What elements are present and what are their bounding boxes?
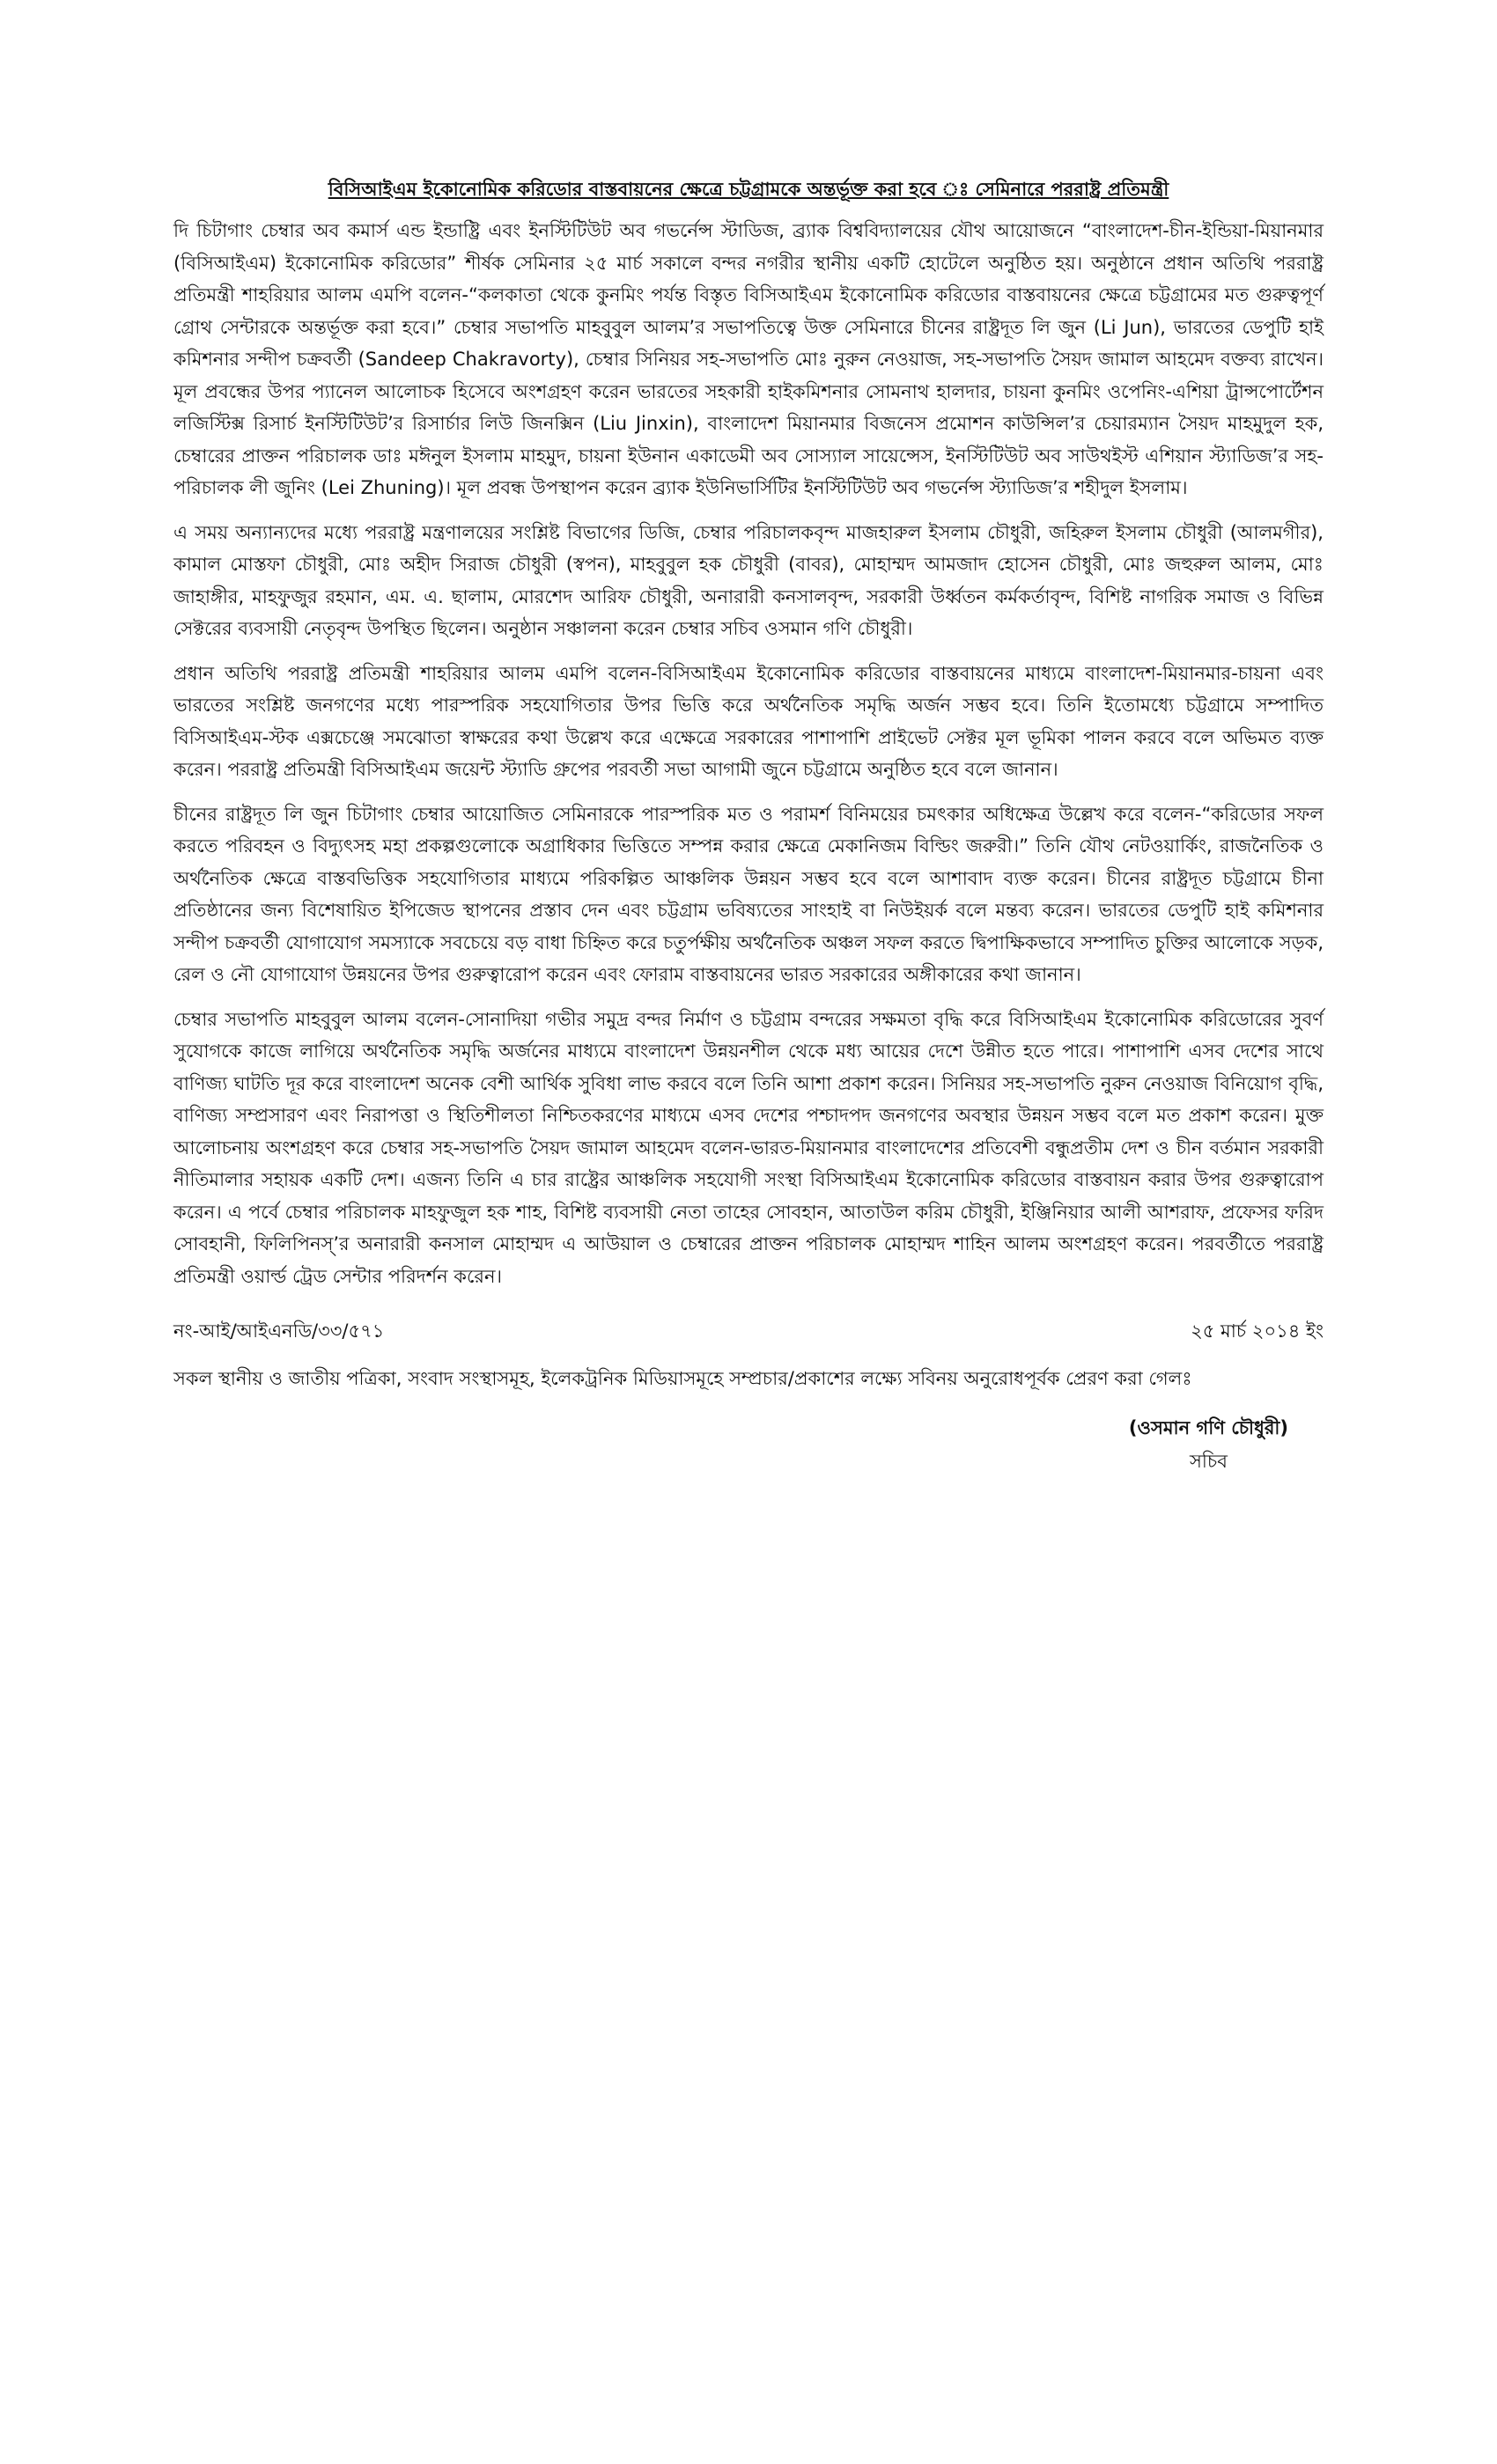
signatory-name: (ওসমান গণি চৌধুরী) (1128, 1417, 1288, 1438)
reference-row (173, 1315, 1324, 1347)
paragraph-attendees: এ সময় অন্যান্যদের মধ্যে পররাষ্ট্র মন্ত্রণালয়ের সংশ্লিষ্ট বিভাগের ডিজি, চেম্বার পরিচালকবৃন্দ মাজহারুল ইসলাম চৌধুরী, জহিরুল ইসলাম চৌধুরী (আলমগীর), কামাল মোস্তফা চৌধুরী, মোঃ অহীদ সিরাজ চৌধুরী (স্বপন), মাহবুবুল হক চৌধুরী (বাবর), মোহাম্মদ আমজাদ হোসেন চৌধুরী, মোঃ জহুরুল আলম, মোঃ জাহাঙ্গীর, মাহফুজুর রহমান, এম. এ. ছালাম, মোরশেদ আরিফ চৌধুরী, অনারারী কনসালবৃন্দ, সরকারী উর্ধ্বতন কর্মকর্তাবৃন্দ, বিশিষ্ট নাগরিক সমাজ ও বিভিন্ন সেক্টরের ব্যবসায়ী নেতৃবৃন্দ উপস্থিত ছিলেন। অনুষ্ঠান সঞ্চালনা করেন চেম্বার সচিব ওসমান গণি চৌধুরী। (173, 521, 1324, 639)
document-title: বিসিআইএম ইকোনোমিক করিডোর বাস্তবায়নের ক্ষেত্রে চট্টগ্রামকে অন্তর্ভূক্ত করা হবে ঃ সেমিনারে পররাষ্ট্র প্রতিমন্ত্রী (328, 179, 1169, 200)
paragraph-ambassador-speech: চীনের রাষ্ট্রদূত লি জুন চিটাগাং চেম্বার আয়োজিত সেমিনারকে পারস্পরিক মত ও পরামর্শ বিনিময়ের চমৎকার অধিক্ষেত্র উল্লেখ করে বলেন-“করিডোর সফল করতে পরিবহন ও বিদ্যুৎসহ মহা প্রকল্পগুলোকে অগ্রাধিকার ভিত্তিতে সম্পন্ন করার ক্ষেত্রে মেকানিজম বিল্ডিং জরুরী।” তিনি যৌথ নেটওয়ার্কিং, রাজনৈতিক ও অর্থনৈতিক ক্ষেত্রে বাস্তবভিত্তিক সহযোগিতার মাধ্যমে পরিকল্পিত আঞ্চলিক উন্নয়ন সম্ভব হবে বলে আশাবাদ ব্যক্ত করেন। চীনের রাষ্ট্রদূত চট্টগ্রামে চীনা প্রতিষ্ঠানের জন্য বিশেষায়িত ইপিজেড স্থাপনের প্রস্তাব দেন এবং চট্টগ্রাম ভবিষ্যতের সাংহাই বা নিউইয়র্ক বলে মন্তব্য করেন। ভারতের ডেপুটি হাই কমিশনার সন্দীপ চক্রবর্তী যোগাযোগ সমস্যাকে সবচেয়ে বড় বাধা চিহ্নিত করে চতুর্পক্ষীয় অর্থনৈতিক অঞ্চল সফল করতে দ্বিপাক্ষিকভাবে সম্পাদিত চুক্তির আলোকে সড়ক, রেল ও নৌ যোগাযোগ উন্নয়নের উপর গুরুত্বারোপ করেন এবং ফোরাম বাস্তবায়নের ভারত সরকারের অঙ্গীকারের কথা জানান। (173, 803, 1324, 985)
paragraph-president-speech: চেম্বার সভাপতি মাহবুবুল আলম বলেন-সোনাদিয়া গভীর সমুদ্র বন্দর নির্মাণ ও চট্টগ্রাম বন্দরের সক্ষমতা বৃদ্ধি করে বিসিআইএম ইকোনোমিক করিডোরের সুবর্ণ সুযোগকে কাজে লাগিয়ে অর্থনৈতিক সমৃদ্ধি অর্জনের মাধ্যমে বাংলাদেশ উন্নয়নশীল থেকে মধ্য আয়ের দেশে উন্নীত হতে পারে। পাশাপাশি এসব দেশের সাথে বাণিজ্য ঘাটতি দূর করে বাংলাদেশ অনেক বেশী আর্থিক সুবিধা লাভ করবে বলে তিনি আশা প্রকাশ করেন। সিনিয়র সহ-সভাপতি নুরুন নেওয়াজ বিনিয়োগ বৃদ্ধি, বাণিজ্য সম্প্রসারণ এবং নিরাপত্তা ও স্থিতিশীলতা নিশ্চিতকরণের মাধ্যমে এসব দেশের পশ্চাদপদ জনগণের অবস্থার উন্নয়ন সম্ভব বলে মত প্রকাশ করেন। মুক্ত আলোচনায় অংশগ্রহণ করে চেম্বার সহ-সভাপতি সৈয়দ জামাল আহমেদ বলেন-ভারত-মিয়ানমার বাংলাদেশের প্রতিবেশী বন্ধুপ্রতীম দেশ ও চীন বর্তমান সরকারী নীতিমালার সহায়ক একটি দেশ। এজন্য তিনি এ চার রাষ্ট্রের আঞ্চলিক সহযোগী সংস্থা বিসিআইএম ইকোনোমিক করিডোর বাস্তবায়ন করার উপর গুরুত্বারোপ করেন। এ পর্বে চেম্বার পরিচালক মাহফুজুল হক শাহ, বিশিষ্ট ব্যবসায়ী নেতা তাহের সোবহান, আতাউল করিম চৌধুরী, ইঞ্জিনিয়ার আলী আশরাফ, প্রফেসর ফরিদ সোবহানী, ফিলিপিনস্’র অনারারী কনসাল মোহাম্মদ এ আউয়াল ও চেম্বারের প্রাক্তন পরিচালক মোহাম্মদ শাহিন আলম অংশগ্রহণ করেন। পরবর্তীতে পররাষ্ট্র প্রতিমন্ত্রী ওয়ার্ল্ড ট্রেড সেন্টার পরিদর্শন করেন। (173, 1008, 1324, 1287)
paragraph-seminar-overview: দি চিটাগাং চেম্বার অব কমার্স এন্ড ইন্ডাষ্ট্রি এবং ইনস্টিটিউট অব গভর্নেন্স স্টাডিজ, ব্র্যাক বিশ্ববিদ্যালয়ের যৌথ আয়োজনে “বাংলাদেশ-চীন-ইন্ডিয়া-মিয়ানমার (বিসিআইএম) ইকোনোমিক করিডোর” শীর্ষক সেমিনার ২৫ মার্চ সকালে বন্দর নগরীর স্থানীয় একটি হোটেলে অনুষ্ঠিত হয়। অনুষ্ঠানে প্রধান অতিথি পররাষ্ট্র প্রতিমন্ত্রী শাহরিয়ার আলম এমপি বলেন-“কলকাতা থেকে কুনমিং পর্যন্ত বিস্তৃত বিসিআইএম ইকোনোমিক করিডোর বাস্তবায়নের ক্ষেত্রে চট্টগ্রামের মত গুরুত্বপূর্ণ গ্রোথ সেন্টারকে অন্তর্ভূক্ত করা হবে।” চেম্বার সভাপতি মাহবুবুল আলম’র সভাপতিত্বে উক্ত সেমিনারে চীনের রাষ্ট্রদূত লি জুন (Li Jun), ভারতের ডেপুটি হাই কমিশনার সন্দীপ চক্রবর্তী (Sandeep Chakravorty), চেম্বার সিনিয়র সহ-সভাপতি মোঃ নুরুন নেওয়াজ, সহ-সভাপতি সৈয়দ জামাল আহমেদ বক্তব্য রাখেন। মূল প্রবন্ধের উপর প্যানেল আলোচক হিসেবে অংশগ্রহণ করেন ভারতের সহকারী হাইকমিশনার সোমনাথ হালদার, চায়না কুনমিং ওপেনিং-এশিয়া ট্রান্সপোর্টেশন লজিস্টিক্স রিসার্চ ইনস্টিটিউট’র রিসার্চার লিউ জিনক্সিন (Liu Jinxin), বাংলাদেশ মিয়ানমার বিজনেস প্রমোশন কাউন্সিল’র চেয়ারম্যান সৈয়দ মাহমুদুল হক, চেম্বারের প্রাক্তন পরিচালক ডাঃ মঈনুল ইসলাম মাহমুদ, চায়না ইউনান একাডেমী অব সোস্যাল সায়েন্সেস, ইনস্টিটিউট অব সাউথইস্ট এশিয়ান স্ট্যাডিজ’র সহ-পরিচালক লী জুনিং (Lei Zhuning)। মূল প্রবন্ধ উপস্থাপন করেন ব্র্যাক ইউনিভার্সিটির ইনস্টিটিউট অব গভর্নেন্স স্ট্যাডিজ’র শহীদুল ইসলাম। (173, 220, 1324, 498)
reference-number: নং-আই/আইএনডি/৩৩/৫৭১ (173, 1320, 385, 1342)
signature-block (1129, 1411, 1288, 1478)
distribution-note: সকল স্থানীয় ও জাতীয় পত্রিকা, সংবাদ সংস্থাসমূহ, ইলেকট্রনিক মিডিয়াসমূহে সম্প্রচার/প্রকাশের লক্ষ্যে সবিনয় অনুরোধপূর্বক প্রেরণ করা গেলঃ (173, 1368, 1192, 1389)
signatory-title: সচিব (1190, 1451, 1228, 1472)
press-release-page (173, 176, 1324, 1472)
paragraph-chief-guest-speech: প্রধান অতিথি পররাষ্ট্র প্রতিমন্ত্রী শাহরিয়ার আলম এমপি বলেন-বিসিআইএম ইকোনোমিক করিডোর বাস্তবায়নের মাধ্যমে বাংলাদেশ-মিয়ানমার-চায়না এবং ভারতের সংশ্লিষ্ট জনগণের মধ্যে পারস্পরিক সহযোগিতার উপর ভিত্তি করে অর্থনৈতিক সমৃদ্ধি অর্জন সম্ভব হবে। তিনি ইতোমধ্যে চট্টগ্রামে সম্পাদিত বিসিআইএম-স্টক এক্সচেঞ্জে সমঝোতা স্বাক্ষরের কথা উল্লেখ করে এক্ষেত্রে সরকারের পাশাপাশি প্রাইভেট সেক্টর মূল ভূমিকা পালন করবে বলে অভিমত ব্যক্ত করেন। পররাষ্ট্র প্রতিমন্ত্রী বিসিআইএম জয়েন্ট স্ট্যাডি গ্রুপের পরবর্তী সভা আগামী জুনে চট্টগ্রামে অনুষ্ঠিত হবে বলে জানান। (173, 662, 1324, 780)
document-date: ২৫ মার্চ ২০১৪ ইং (1191, 1320, 1324, 1342)
